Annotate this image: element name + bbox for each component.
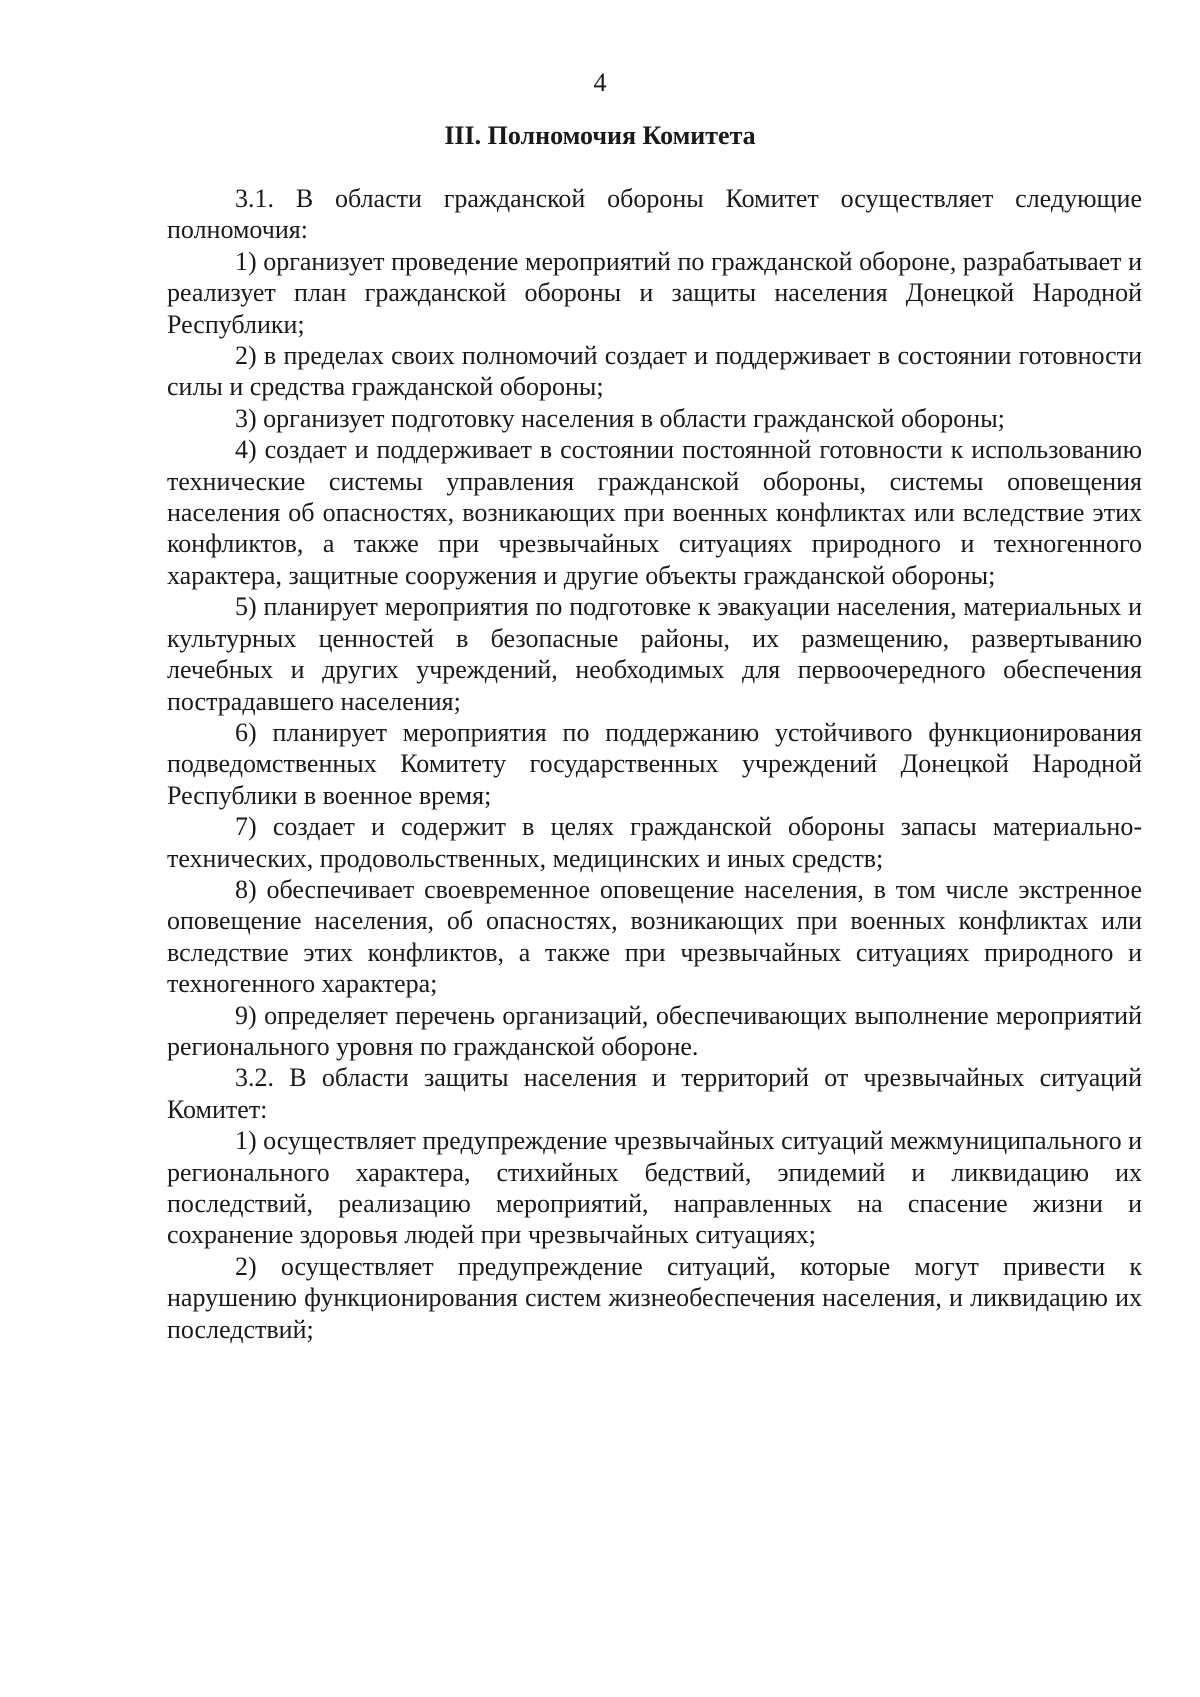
list-item-3-1-7: 7) создает и содержит в целях гражданской обороны запасы материально-технических, продовольственных, медицинских и иных средств; [167,812,1142,873]
list-item-3-1-2: 2) в пределах своих полномочий создает и поддерживает в состоянии готовности силы и средства гражданской обороны; [167,341,1142,402]
list-item-3-1-3: 3) организует подготовку населения в области гражданской обороны; [235,403,1005,433]
page-number: 4 [593,68,607,97]
list-item-3-1-5: 5) планирует мероприятия по подготовке к эвакуации населения, материальных и культурных ценностей в безопасные районы, их размещению, развертыванию лечебных и других учреждений, необходимых для первоочередного обеспечения пострадавшего населения; [167,592,1142,716]
section-heading: III. Полномочия Комитета [444,121,756,150]
list-item-3-2-1: 1) осуществляет предупреждение чрезвычайных ситуаций межмуниципального и регионального характера, стихийных бедствий, эпидемий и ликвидацию их последствий, реализацию мероприятий, направленных на спасение жизни и сохранение здоровья людей при чрезвычайных ситуациях; [167,1126,1142,1250]
list-item-3-1-8: 8) обеспечивает своевременное оповещение населения, в том числе экстренное оповещение населения, об опасностях, возникающих при военных конфликтах или вследствие этих конфликтов, а также при чрезвычайных ситуациях природного и техногенного характера; [167,874,1142,999]
list-item-3-1-9: 9) определяет перечень организаций, обеспечивающих выполнение мероприятий регионального уровня по гражданской обороне. [167,1000,1142,1061]
paragraph-3-2: 3.2. В области защиты населения и территорий от чрезвычайных ситуаций Комитет: [167,1063,1142,1124]
document-body [167,183,1142,1345]
list-item-3-1-1: 1) организует проведение мероприятий по гражданской обороне, разрабатывает и реализует план гражданской обороны и защиты населения Донецкой Народной Республики; [167,246,1142,339]
paragraph-3-1: 3.1. В области гражданской обороны Комитет осуществляет следующие полномочия: [167,184,1142,245]
list-item-3-2-2: 2) осуществляет предупреждение ситуаций, которые могут привести к нарушению функционирования систем жизнеобеспечения населения, и ликвидацию их последствий; [167,1251,1142,1344]
list-item-3-1-6: 6) планирует мероприятия по поддержанию устойчивого функционирования подведомственных Комитету государственных учреждений Донецкой Народной Республики в военное время; [167,717,1142,810]
list-item-3-1-4: 4) создает и поддерживает в состоянии постоянной готовности к использованию технические системы управления гражданской обороны, системы оповещения населения об опасностях, возникающих при военных конфликтах или вследствие этих конфликтов, а также при чрезвычайных ситуациях природного и техногенного характера, защитные сооружения и другие объекты гражданской обороны; [167,435,1142,590]
